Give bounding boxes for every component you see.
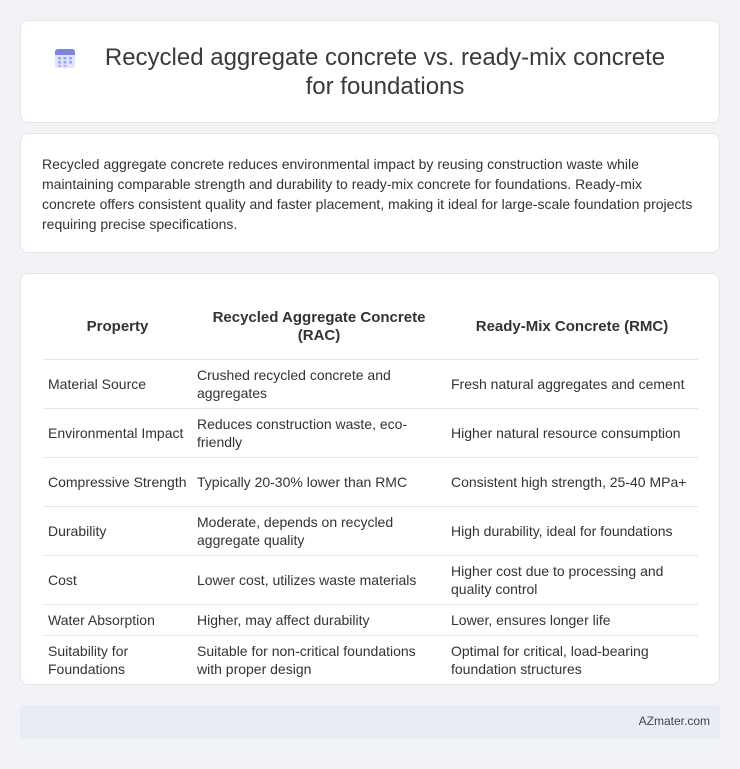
comparison-table [43, 295, 698, 685]
summary-card [20, 133, 720, 253]
comparison-card [20, 273, 720, 685]
title-card [20, 20, 720, 123]
row-rac-value: Typically 20-30% lower than RMC [192, 457, 446, 506]
table-row [43, 359, 698, 408]
header-property: Property [43, 295, 192, 359]
row-property: Environmental Impact [43, 408, 192, 457]
row-rac-value: Lower cost, utilizes waste materials [192, 555, 446, 604]
page-title: Recycled aggregate concrete vs. ready-mix concrete for foundations [104, 44, 666, 100]
row-property: Suitability for Foundations [43, 635, 192, 684]
header-rac: Recycled Aggregate Concrete (RAC) [192, 295, 446, 359]
table-header-row [43, 295, 698, 359]
table-row [43, 555, 698, 604]
table-row [43, 408, 698, 457]
table-row [43, 457, 698, 506]
row-rac-value: Reduces construction waste, eco-friendly [192, 408, 446, 457]
row-rac-value: Crushed recycled concrete and aggregates [192, 359, 446, 408]
table-row [43, 506, 698, 555]
row-property: Compressive Strength [43, 457, 192, 506]
row-rmc-value: Higher cost due to processing and quality control [446, 555, 698, 604]
row-rmc-value: Optimal for critical, load-bearing foundation structures [446, 635, 698, 684]
footer-brand: AZmater.com [638, 714, 710, 728]
footer-bar [20, 705, 720, 739]
summary-text: Recycled aggregate concrete reduces environmental impact by reusing construction waste while maintaining comparable strength and durability to ready-mix concrete for foundations. Ready-mix concrete offers consistent quality and faster placement, making it ideal for large-scale foundation projects requiring precise specifications. [42, 156, 693, 232]
row-rmc-value: Fresh natural aggregates and cement [446, 359, 698, 408]
row-rac-value: Higher, may affect durability [192, 604, 446, 635]
row-rac-value: Moderate, depends on recycled aggregate quality [192, 506, 446, 555]
row-property: Material Source [43, 359, 192, 408]
row-rmc-value: Higher natural resource consumption [446, 408, 698, 457]
table-row [43, 635, 698, 684]
table-row [43, 604, 698, 635]
row-rmc-value: High durability, ideal for foundations [446, 506, 698, 555]
row-property: Durability [43, 506, 192, 555]
row-rmc-value: Lower, ensures longer life [446, 604, 698, 635]
row-rmc-value: Consistent high strength, 25-40 MPa+ [446, 457, 698, 506]
row-property: Cost [43, 555, 192, 604]
header-rmc: Ready-Mix Concrete (RMC) [446, 295, 698, 359]
row-property: Water Absorption [43, 604, 192, 635]
row-rac-value: Suitable for non-critical foundations with proper design [192, 635, 446, 684]
